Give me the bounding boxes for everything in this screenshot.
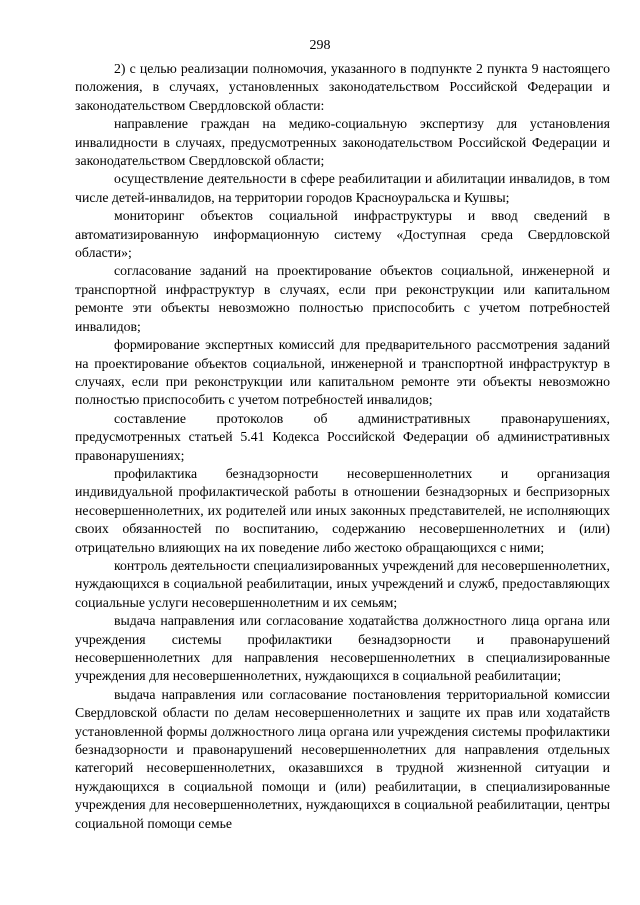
paragraph-neglect-prevention: профилактика безнадзорности несовершеннолетних и организация индивидуальной профилактической работы в отношении безнадзорных и беспризорных несовершеннолетних, их родителей или иных законных представителей, не исполняющих своих обязанностей по воспитанию, содержанию несовершеннолетних и (или) отрицательно влияющих на их поведение либо жестоко обращающихся с ними; xyxy=(75,465,610,555)
paragraph-medical-expertise: направление граждан на медико-социальную экспертизу для установления инвалидности в случаях, предусмотренных законодательством Российской Федерации и законодательством Свердловской области; xyxy=(75,116,610,169)
paragraph-expert-commissions: формирование экспертных комиссий для предварительного рассмотрения заданий на проектирование объектов социальной, инженерной и транспортной инфраструктур в случаях, если при реконструкции или капитальном ремонте эти объекты невозможно полностью приспособить с учетом потребностей инвалидов; xyxy=(75,337,610,408)
paragraph-referral-issuance: выдача направления или согласование ходатайства должностного лица органа или учреждения системы профилактики безнадзорности и правонарушений несовершеннолетних для направления несовершеннолетних в специализированные учреждения для несовершеннолетних, нуждающихся в социальной реабилитации; xyxy=(75,613,610,684)
paragraph-authority-intro: 2) с целью реализации полномочия, указанного в подпункте 2 пункта 9 настоящего положения, в случаях, установленных законодательством Российской Федерации и законодательством Свердловской области: xyxy=(75,61,610,113)
paragraph-infrastructure-monitoring: мониторинг объектов социальной инфраструктуры и ввод сведений в автоматизированную информационную систему «Доступная среда Свердловской области»; xyxy=(75,208,610,261)
page-number: 298 xyxy=(309,38,331,53)
paragraph-commission-referral: выдача направления или согласование постановления территориальной комиссии Свердловской области по делам несовершеннолетних и защите их прав или ходатайств установленной формы должностного лица органа или учреждения системы профилактики безнадзорности и правонарушений несовершеннолетних для направления отдельных категорий несовершеннолетних, оказавшихся в трудной жизненной ситуации и нуждающихся в социальной помощи и (или) реабилитации, в специализированные учреждения для несовершеннолетних, нуждающихся в социальной реабилитации, центры социальной помощи семье xyxy=(75,686,610,831)
paragraph-offense-protocols: составление протоколов об административных правонарушениях, предусмотренных статьей 5.41 Кодекса Российской Федерации об административных правонарушениях; xyxy=(75,410,610,463)
paragraph-rehabilitation: осуществление деятельности в сфере реабилитации и абилитации инвалидов, в том числе детей-инвалидов, на территории городов Красноуральска и Кушвы; xyxy=(75,171,610,205)
document-body xyxy=(75,60,610,833)
paragraph-design-approval: согласование заданий на проектирование объектов социальной, инженерной и транспортной инфраструктур в случаях, если при реконструкции или капитальном ремонте эти объекты невозможно полностью приспособить с учетом потребностей инвалидов; xyxy=(75,263,610,334)
paragraph-institution-control: контроль деятельности специализированных учреждений для несовершеннолетних, нуждающихся в социальной реабилитации, иных учреждений и служб, предоставляющих социальные услуги несовершеннолетним и их семьям; xyxy=(75,557,610,610)
